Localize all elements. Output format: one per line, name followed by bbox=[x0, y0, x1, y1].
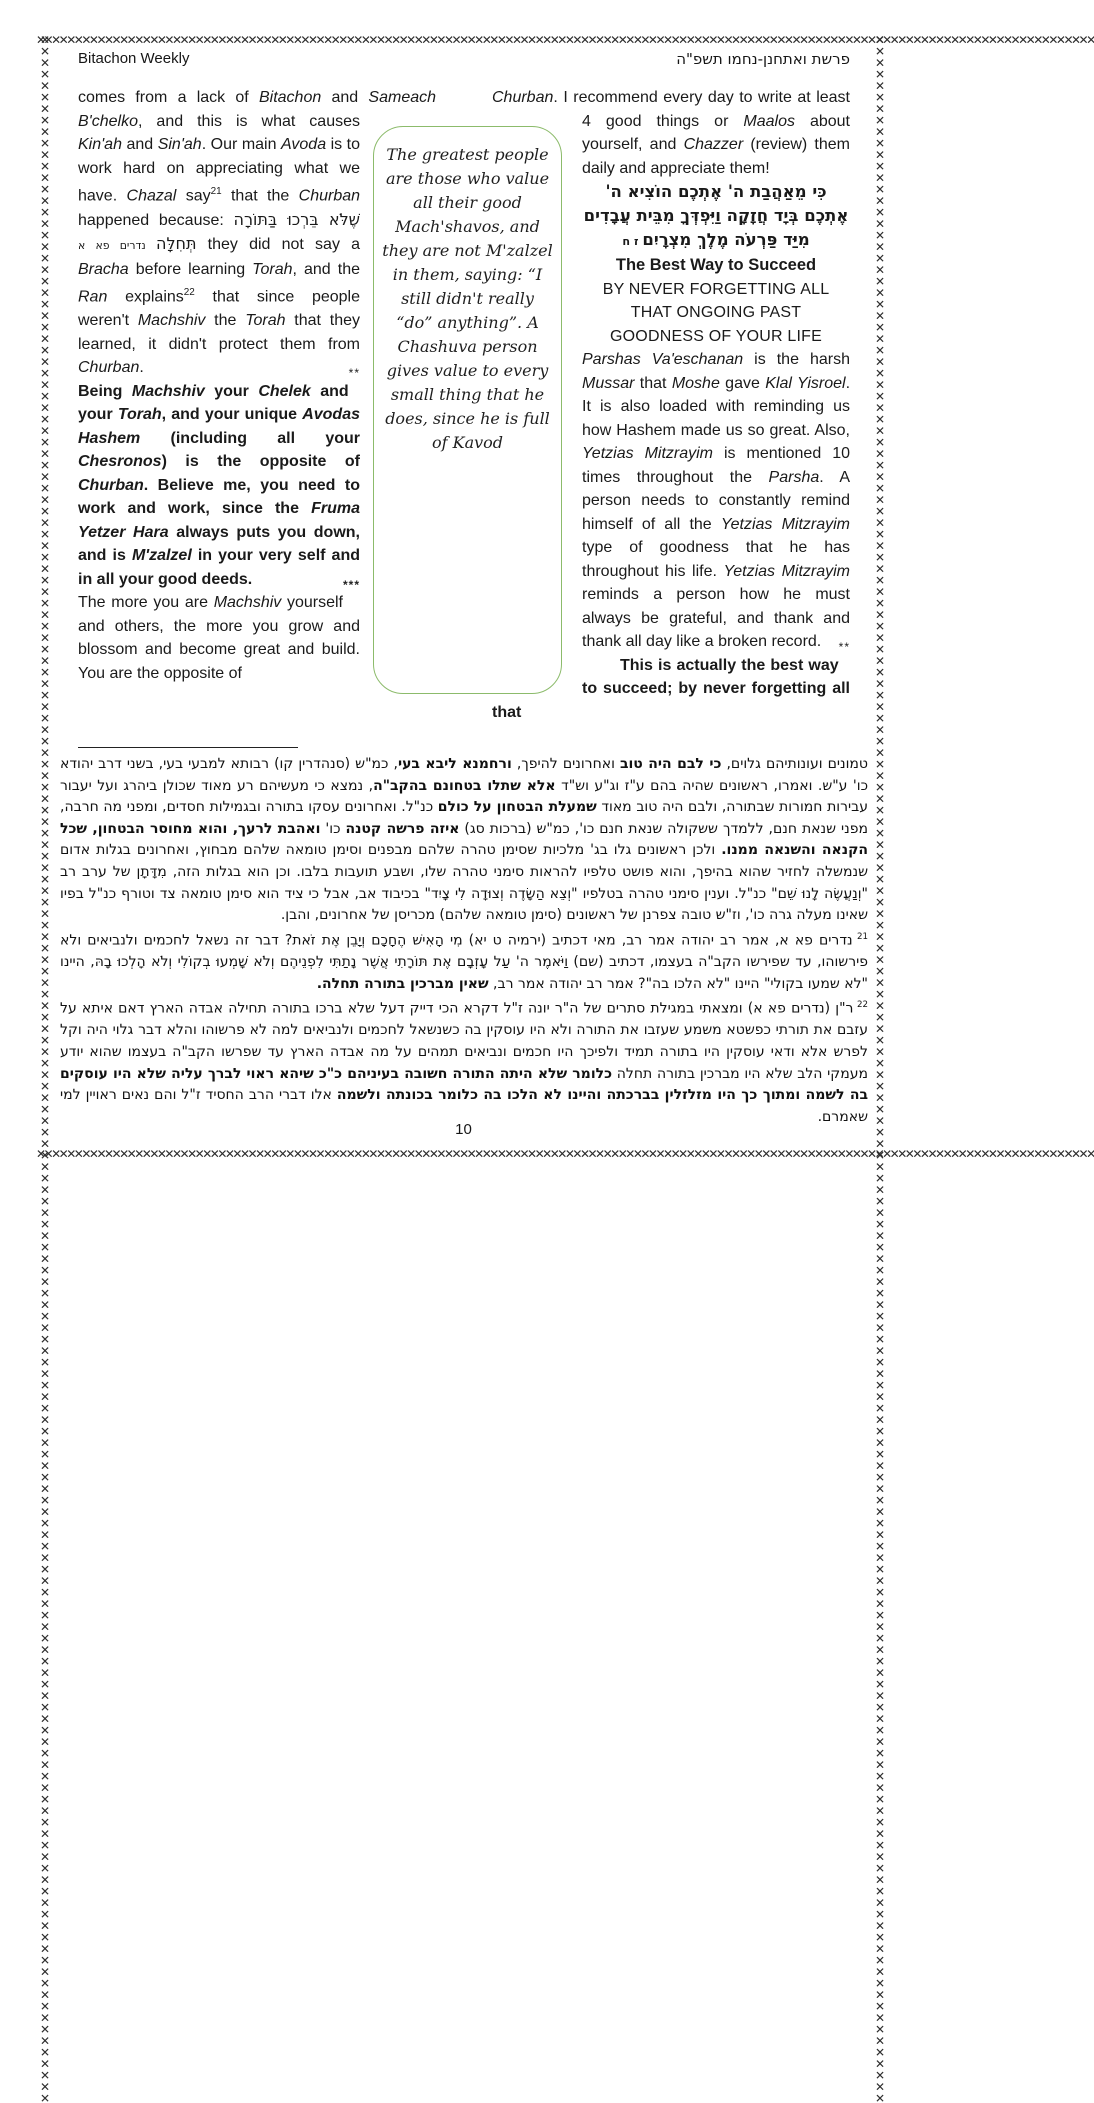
footnotes-section bbox=[60, 754, 868, 1128]
body-paragraph: Parshas Va'eschanan is the harsh Mussar that Moshe gave Klal Yisroel. It is also loaded with reminding us how Hashem made us so great. Also, Yetzias Mitzrayim is mentioned 10 times throughout the Parsha. A person needs to constantly remind himself of all the Yetzias Mitzrayim type of goodness that he has throughout his life. Yetzias Mitzrayim reminds a person how he must always be grateful, and thank and thank all day like a broken record. ** bbox=[582, 351, 851, 654]
parsha-date-header: פרשת ואתחנן-נחמו תשפ"ה bbox=[676, 50, 850, 68]
body-paragraph: comes from a lack of Bitachon and Sameach B'chelko, and this is what causes Kin'ah and Sin'ah. Our main Avoda is to work hard on appreciating what we have. Chazal say$^{21}$ that the Churban happened because: שֶׁלֹּא בֵּרְכוּ בַּתּוֹרָה תְּחִלָּה נדרים פא א they did not say a Bracha before learning Torah, and the Ran explains$^{22}$ that since people weren't Machshiv the Torah that they learned, it didn't protect them from Churban. ** bbox=[78, 89, 437, 381]
footnote-22: $^{22}$ ר"ן (נדרים פא א) ומצאתי במגילת סתרים של ה"ר יונה ז"ל דקרא הכי דייק דעל שלא ברכו בתורה תחילה אבדה הארץ דאם איתא על עזבם את תורתי כפשטא משמע שעזבו את התורה ולא היו עוסקין בה כשנשאל לחכמים ולנביאים למה לא פרשוהו והלא דבר גלוי היה וקל לפרש אלא ודאי עוסקין היו בתורה תמיד ולפיכך היו חכמים ונביאים תמהים על מה אבדה הארץ עד שפרשו הקב"ה בעצמו שהוא יודע מעמקי הלב שלא היו מברכין בתורה תחלה כלומר שלא היתה התורה חשובה בעיניהם כ"כ שיהא ראוי לברך עליה שלא היו עוסקים בה לשמה ומתוך כך היו מזלזלין בברכתה והיינו לא הלכו בה כלומר בכונתה ולשמה אלו דברי הרב החסיד ז"ל והם נאים ראויין למי שאמרם. bbox=[60, 1000, 869, 1125]
right-column bbox=[492, 86, 850, 724]
footnote-continuation: טמונים ועונותיהם גלוים, כי לבם היה טוב ואחרונים להיפך, ורחמנא ליבא בעי, כמ"ש (סנהדרין קו) רבותא למבעי בעי, בשני דרב יהודא כו' ע"ש. ואמרו, ראשונים שהיה בהם ע"ז וג"ע וש"ד אלא שתלו בטחונם בהקב"ה, נמצא כי מעשיהם רע מאוד שכולן ביהרג ועל יעבור עבירות חמורות שבתורה, ולבם היה טוב מאוד שמעלת הבטחון על כולם כנ"ל. ואחרונים עסקו בתורה ובגמילות חסדים, ומפני מה חרבה, מפני שנאת חנם, ללמדך ששקולה שנאת חנם כו', כמ"ש (ברכות סג) איזה פרשה קטנה כו' ואהבת לרעך, והוא מחוסר הבטחון, שכל הקנאה והשנאה ממנו. ולכן ראשונים גלו בג' מלכיות שסימן טהרה שלהם מבפנים וסימן טומאה שלהם מבחוץ, ואחרונים בגלות אדום שנמשלה לחזיר שהוא בהיפך, והוא פושט טלפיו להראות סימני טהרה שלו, ושבע תועבות בלבו. וכן הוא בגלות הזה, מִדָּתָן של ערב רב "וְנַעֲשֶׂה לָנוּ שֵׁם" כנ"ל. וענין סימני טהרה בטלפיו "וְצֵא הַשָּׂדֶה וְצוּדָה לִי צָיִד" בכיבוד אב, אבל כי ציד הוא סימן טומאה צד וטורף כנ"ל בפיו שאינו מעלה גרה כו', וז"ש טובה צפרנן של ראשונים (סימן טומאה שלהם) מכריסן של אחרונים, והבן. bbox=[60, 756, 869, 924]
border-stitch-bottom: ✕✕✕✕✕✕✕✕✕✕✕✕✕✕✕✕✕✕✕✕✕✕✕✕✕✕✕✕✕✕✕✕✕✕✕✕✕✕✕✕✕✕✕✕✕✕✕✕✕✕✕✕✕✕✕✕✕✕✕✕✕✕✕✕✕✕✕✕✕✕✕✕✕✕✕✕✕✕✕✕✕✕✕✕✕✕✕✕✕✕✕✕✕✕✕✕✕✕✕✕✕✕✕✕✕✕✕✕✕✕✕✕✕✕✕✕✕✕✕✕✕✕✕✕✕✕✕✕✕✕✕✕✕✕✕✕✕✕✕✕ bbox=[36, 1147, 1094, 1161]
border-stitch-left: ✕✕✕✕✕✕✕✕✕✕✕✕✕✕✕✕✕✕✕✕✕✕✕✕✕✕✕✕✕✕✕✕✕✕✕✕✕✕✕✕✕✕✕✕✕✕✕✕✕✕✕✕✕✕✕✕✕✕✕✕✕✕✕✕✕✕✕✕✕✕✕✕✕✕✕✕✕✕✕✕✕✕✕✕✕✕✕✕✕✕✕✕✕✕✕✕✕✕✕✕✕✕✕✕✕✕✕✕✕✕✕✕✕✕✕✕✕✕✕✕✕✕✕✕✕✕✕✕✕✕✕✕✕✕✕✕✕✕✕✕✕✕✕✕✕✕✕✕✕✕✕✕✕✕✕✕✕✕✕✕✕✕✕✕✕✕✕✕✕✕✕✕✕✕✕✕✕✕✕✕ bbox=[38, 33, 52, 2103]
section-title: The Best Way to Succeed bbox=[615, 256, 817, 274]
pasuk-hebrew: כִּי מֵאַהֲבַת ה' אֶתְכֶם הוֹצִיא ה' אֶתְכֶם בְּיָד חֲזָקָה וַיִּפְדְּךָ מִבֵּית עֲבָדִים מִיַּד פַּרְעֹה מֶלֶךְ מִצְרָיִם ז ח bbox=[583, 182, 849, 249]
border-stitch-top: ✕✕✕✕✕✕✕✕✕✕✕✕✕✕✕✕✕✕✕✕✕✕✕✕✕✕✕✕✕✕✕✕✕✕✕✕✕✕✕✕✕✕✕✕✕✕✕✕✕✕✕✕✕✕✕✕✕✕✕✕✕✕✕✕✕✕✕✕✕✕✕✕✕✕✕✕✕✕✕✕✕✕✕✕✕✕✕✕✕✕✕✕✕✕✕✕✕✕✕✕✕✕✕✕✕✕✕✕✕✕✕✕✕✕✕✕✕✕✕✕✕✕✕✕✕✕✕✕✕✕✕✕✕✕✕✕✕✕✕✕ bbox=[36, 33, 1094, 47]
section-subtitle: BY NEVER FORGETTING ALL THAT ONGOING PAST GOODNESS OF YOUR LIFE bbox=[602, 280, 830, 345]
newsletter-title: Bitachon Weekly bbox=[78, 50, 190, 67]
body-paragraph: Churban. I recommend every day to write at least 4 good things or Maalos about yourself, and Chazzer (review) them daily and appreciate them! bbox=[492, 89, 850, 177]
footnote-21: $^{21}$ נדרים פא א, אמר רב יהודה אמר רב, מאי דכתיב (ירמיה ט יא) מִי הָאִישׁ הֶחָכָם וְיָבֵן אֶת זֹאת? דבר זה נשאל לחכמים ולנביאים ולא פירשוהו, עד שפירשו הקב"ה בעצמו, דכתיב (שם) וַיֹּאמֶר ה' עַל עָזְבָם אֶת תּוֹרָתִי אֲשֶׁר נָתַתִּי לִפְנֵיהֶם וְלֹא שָׁמְעוּ בְקוֹלִי וְלֹא הָלְכוּ בָהּ, היינו "לא שמעו בקולי" היינו "לא הלכו בה"? אמר רב יהודה אמר רב, שאין מברכין בתורה תחלה. bbox=[60, 931, 868, 992]
border-stitch-right: ✕✕✕✕✕✕✕✕✕✕✕✕✕✕✕✕✕✕✕✕✕✕✕✕✕✕✕✕✕✕✕✕✕✕✕✕✕✕✕✕✕✕✕✕✕✕✕✕✕✕✕✕✕✕✕✕✕✕✕✕✕✕✕✕✕✕✕✕✕✕✕✕✕✕✕✕✕✕✕✕✕✕✕✕✕✕✕✕✕✕✕✕✕✕✕✕✕✕✕✕✕✕✕✕✕✕✕✕✕✕✕✕✕✕✕✕✕✕✕✕✕✕✕✕✕✕✕✕✕✕✕✕✕✕✕✕✕✕✕✕✕✕✕✕✕✕✕✕✕✕✕✕✕✕✕✕✕✕✕✕✕✕✕✕✕✕✕✕✕✕✕✕✕✕✕✕✕✕✕✕ bbox=[873, 33, 887, 2103]
body-paragraph-bold: Being Machshiv your Chelek and your Torah, and your unique Avodas Hashem (including all your Chesronos) is the opposite of Churban. Believe me, you need to work and work, since the Fruma Yetzer Hara always puts you down, and is M'zalzel in your very self and in all your good deeds. *** bbox=[78, 382, 360, 592]
quote-text: The greatest people are those who value all their good Mach'shavos, and they are not M'zalzel in them, saying: “I still didn't really “do” anything”. A Chashuva person gives value to every small thing that he does, since he is full of Kavod bbox=[382, 145, 553, 452]
page-number: 10 bbox=[455, 1121, 472, 1138]
body-paragraph: The more you are Machshiv yourself and others, the more you grow and blossom and become great and build. You are the opposite of bbox=[78, 594, 360, 682]
body-paragraph-bold: This is actually the best way to succeed; by never forgetting all that bbox=[492, 656, 850, 721]
quote-box-wrap-spacer bbox=[492, 86, 582, 694]
footnote-separator bbox=[78, 747, 298, 748]
